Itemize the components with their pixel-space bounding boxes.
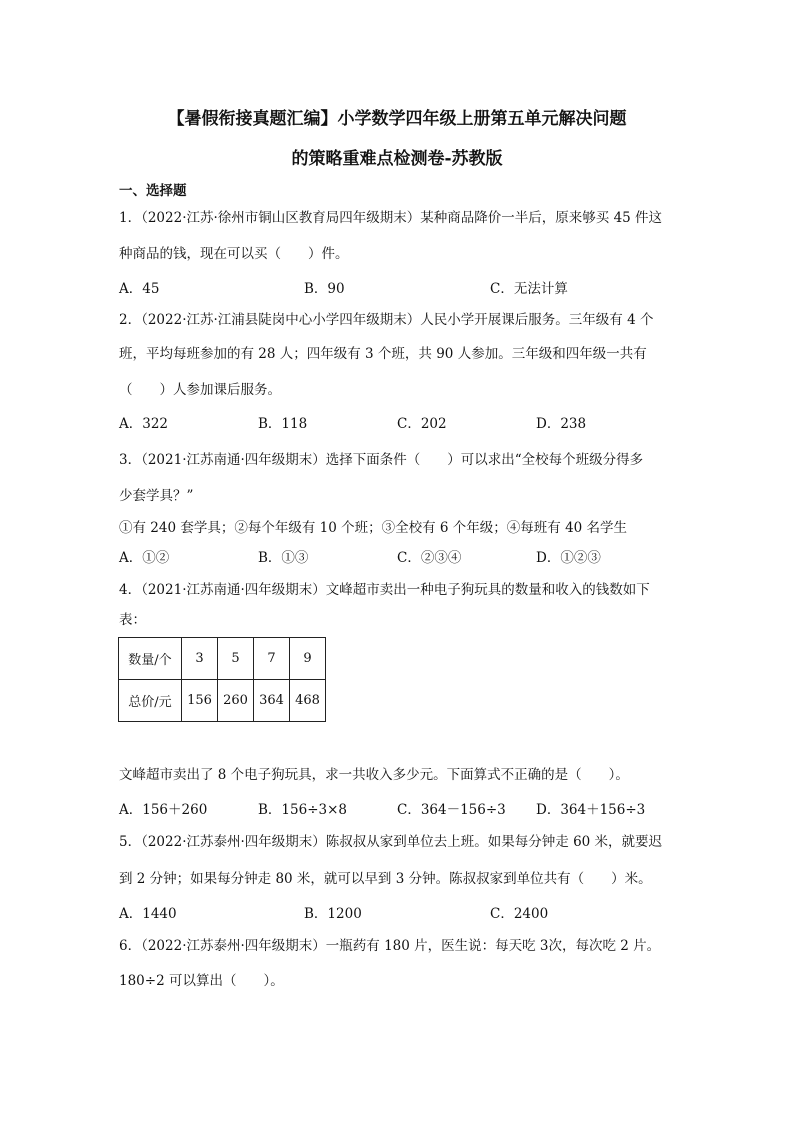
question-4-option-a: A．156＋260 <box>119 802 208 818</box>
table-cell: 数量/个 <box>119 638 182 680</box>
question-1-option-c: C．无法计算 <box>490 281 568 297</box>
table-cell: 9 <box>290 638 326 680</box>
table-cell: 156 <box>182 680 218 722</box>
question-2-line-1: 2．（2022·江苏·江浦县陡岗中心小学四年级期末）人民小学开展课后服务。三年级有 4 个 <box>119 312 654 328</box>
question-4-line-1: 4．（2021·江苏南通·四年级期末）文峰超市卖出一种电子狗玩具的数量和收入的钱数如下 <box>119 582 650 598</box>
table-row <box>119 680 326 722</box>
question-5-line-2: 到 2 分钟；如果每分钟走 80 米，就可以早到 3 分钟。陈叔叔家到单位共有（ ）米。 <box>119 871 652 887</box>
table-cell: 364 <box>254 680 290 722</box>
question-4-option-c: C．364－156÷3 <box>397 802 506 818</box>
question-1-option-b: B．90 <box>304 281 345 297</box>
question-5-option-c: C．2400 <box>490 906 549 922</box>
question-2-option-a: A．322 <box>119 416 169 432</box>
question-5-option-a: A．1440 <box>119 906 177 922</box>
table-cell: 468 <box>290 680 326 722</box>
question-6-line-1: 6．（2022·江苏泰州·四年级期末）一瓶药有 180 片，医生说：每天吃 3次，每次吃 2 片。 <box>119 938 661 954</box>
question-5-line-1: 5．（2022·江苏泰州·四年级期末）陈叔叔从家到单位去上班。如果每分钟走 60 米，就要迟 <box>119 834 663 850</box>
price-table <box>118 637 326 722</box>
question-3-line-2: 少套学具？” <box>119 488 194 504</box>
table-cell: 3 <box>182 638 218 680</box>
table-cell: 7 <box>254 638 290 680</box>
document-title-line-1: 【暑假衔接真题汇编】小学数学四年级上册第五单元解决问题 <box>167 109 627 129</box>
table-cell: 260 <box>218 680 254 722</box>
table-cell: 总价/元 <box>119 680 182 722</box>
question-2-option-b: B．118 <box>258 416 308 432</box>
question-3-option-d: D．①②③ <box>536 550 601 566</box>
question-2-option-d: D．238 <box>536 416 587 432</box>
section-heading: 一、选择题 <box>119 183 187 199</box>
question-1-option-a: A．45 <box>119 281 160 297</box>
question-3-conditions: ①有 240 套学具；②每个年级有 10 个班；③全校有 6 个年级；④每班有 40 名学生 <box>119 520 628 536</box>
table-cell: 5 <box>218 638 254 680</box>
question-4-prompt: 文峰超市卖出了 8 个电子狗玩具，求一共收入多少元。下面算式不正确的是（ ）。 <box>119 767 629 783</box>
question-3-line-1: 3．（2021·江苏南通·四年级期末）选择下面条件（ ）可以求出“全校每个班级分得多 <box>119 452 644 468</box>
question-4-option-b: B．156÷3×8 <box>258 802 347 818</box>
question-2-option-c: C．202 <box>397 416 447 432</box>
question-2-line-2: 班，平均每班参加的有 28 人；四年级有 3 个班，共 90 人参加。三年级和四年级一共有 <box>119 346 647 362</box>
question-6-line-2: 180÷2 可以算出（ ）。 <box>119 973 284 989</box>
question-3-option-b: B．①③ <box>258 550 309 566</box>
document-title-line-2: 的策略重难点检测卷-苏教版 <box>291 149 503 169</box>
question-2-line-3: （ ）人参加课后服务。 <box>119 382 281 398</box>
question-4-option-d: D．364＋156÷3 <box>536 802 646 818</box>
table-row <box>119 638 326 680</box>
question-5-option-b: B．1200 <box>304 906 362 922</box>
question-1-line-1: 1．（2022·江苏·徐州市铜山区教育局四年级期末）某种商品降价一半后，原来够买 45 件这 <box>119 210 663 226</box>
question-3-option-a: A．①② <box>119 550 170 566</box>
question-1-line-2: 种商品的钱，现在可以买（ ）件。 <box>119 246 349 262</box>
question-3-option-c: C．②③④ <box>397 550 462 566</box>
question-4-line-2: 表： <box>119 612 146 628</box>
